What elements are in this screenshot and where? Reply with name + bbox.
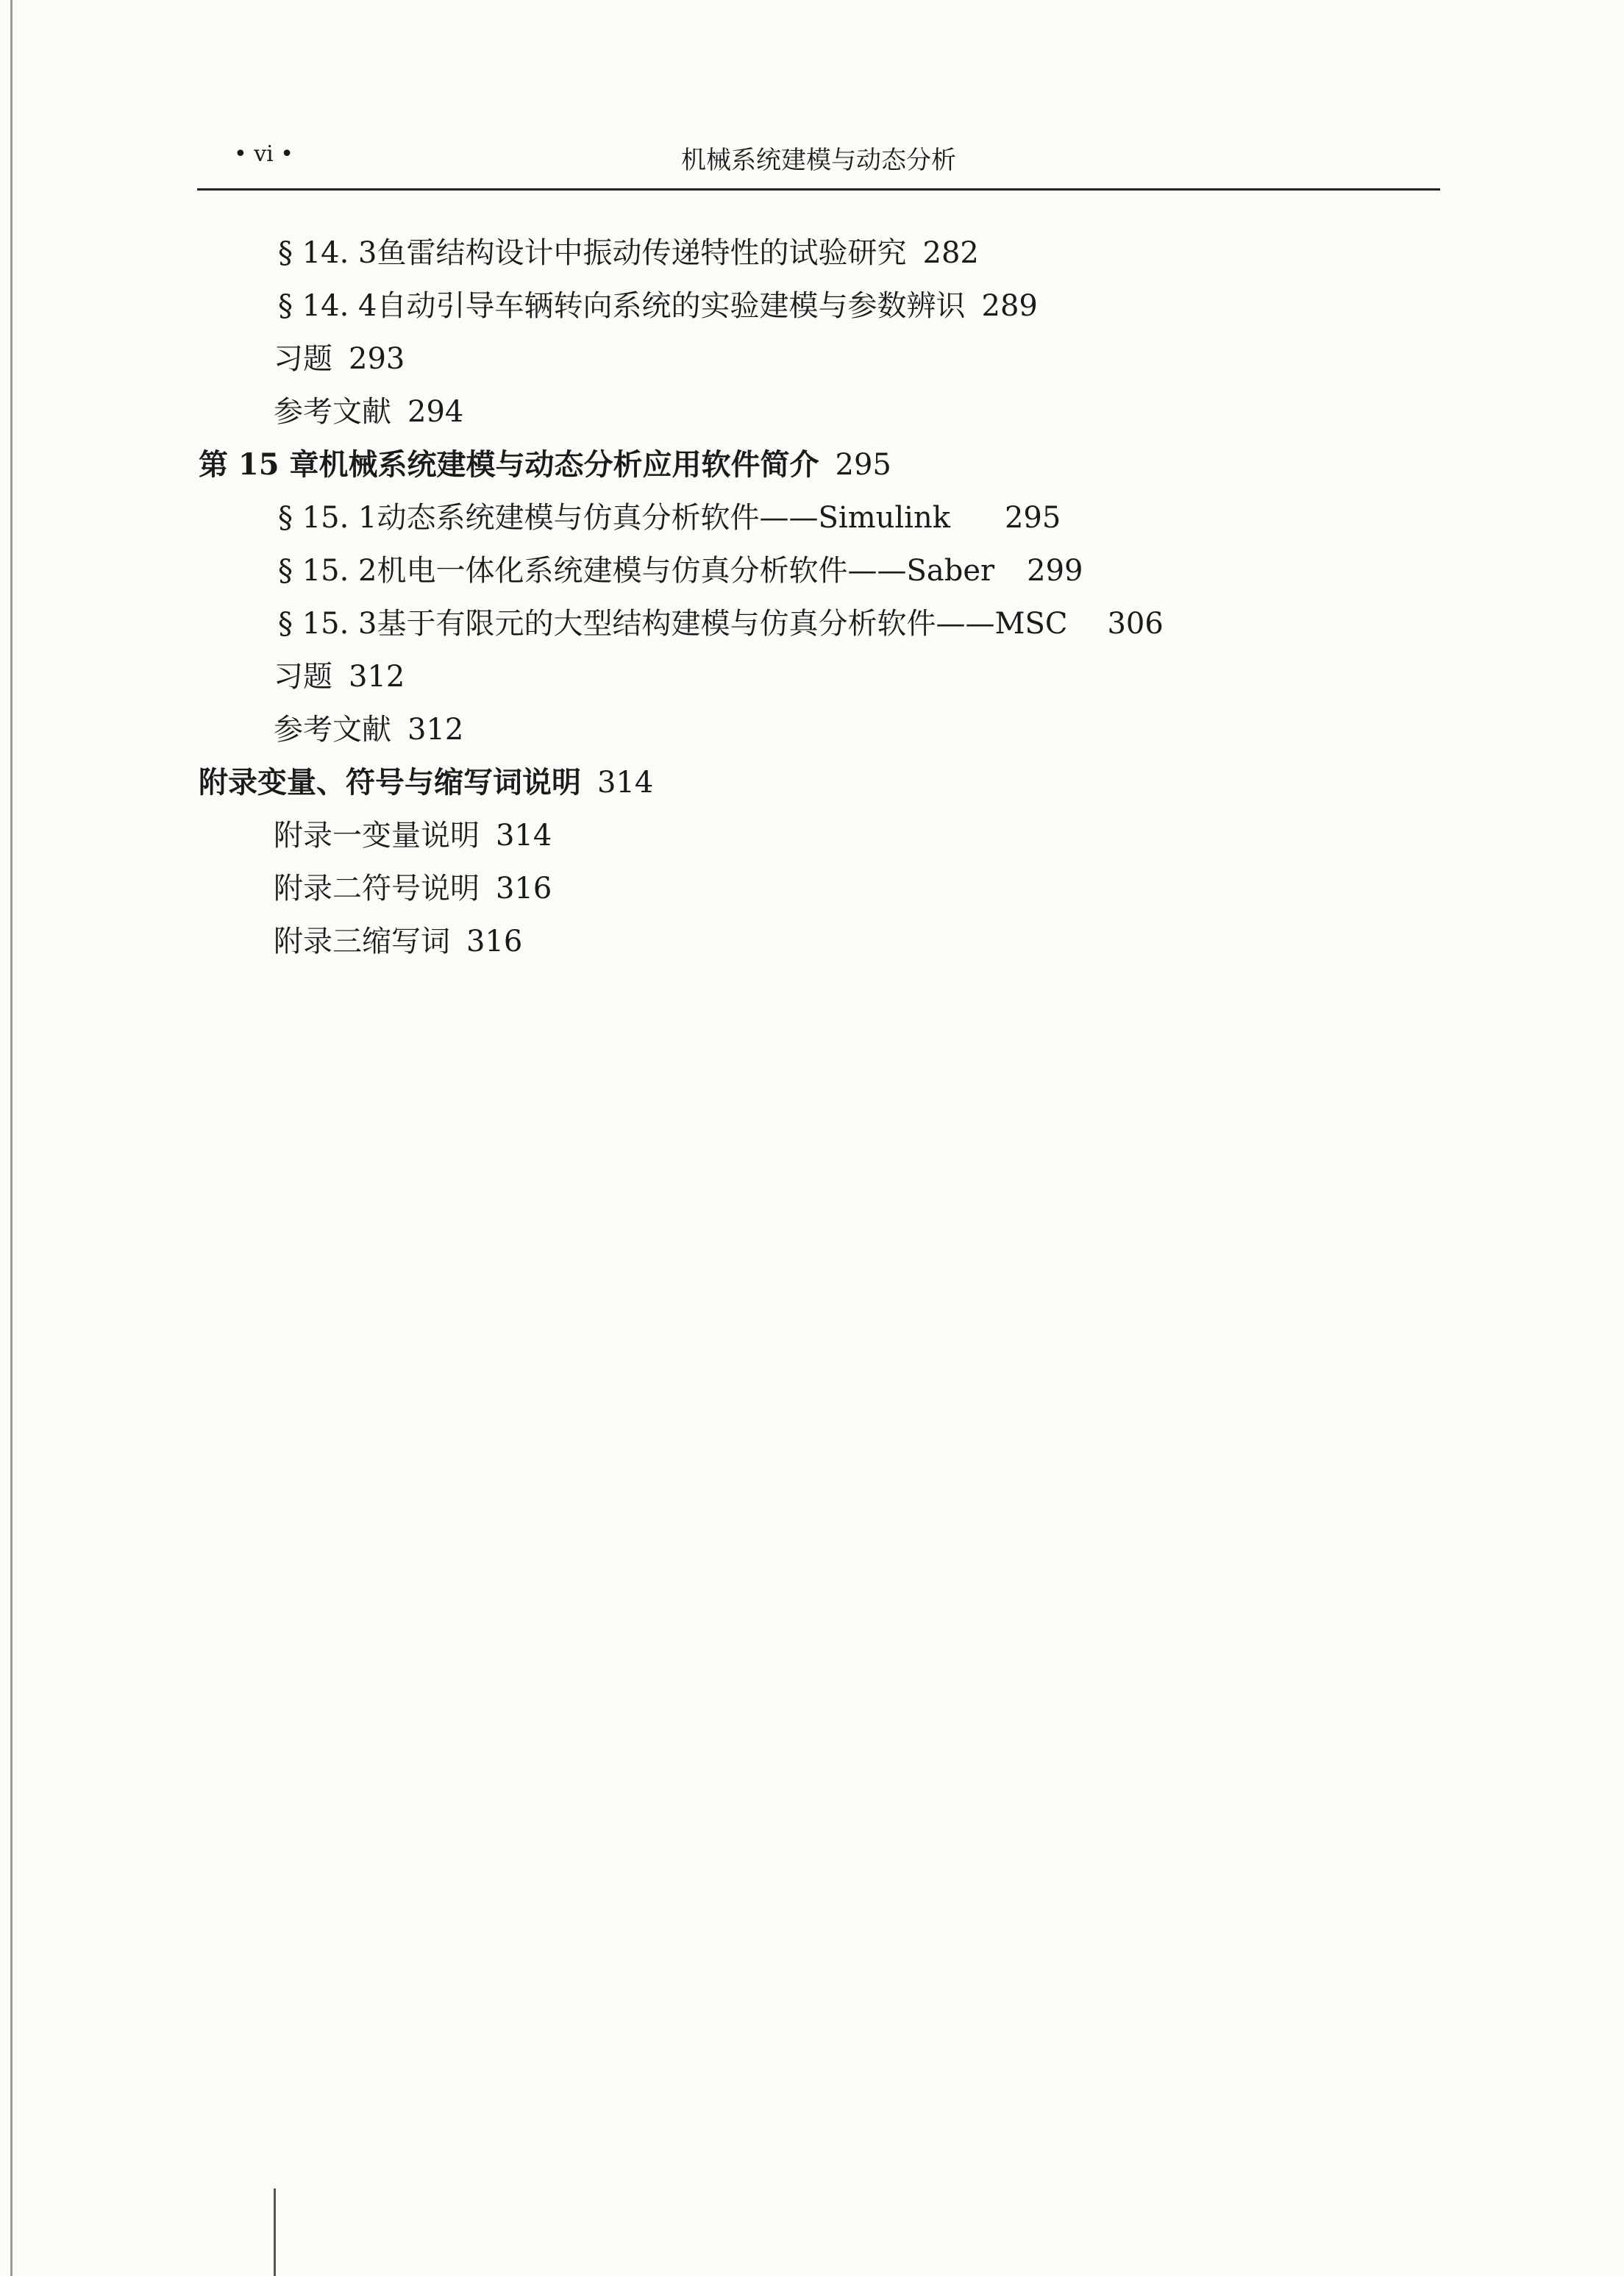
toc-entry-page: 289: [981, 289, 1038, 323]
toc-entry-title: 习题: [274, 660, 332, 694]
toc-entry-page: 282: [922, 236, 979, 270]
toc-entry-title: 缩写词: [362, 925, 450, 959]
toc-entry-title: 动态系统建模与仿真分析软件——Simulink: [377, 501, 950, 535]
toc-entry-page: 314: [597, 766, 654, 800]
toc-entry-page: 295: [835, 448, 891, 482]
toc-entry-number: § 15. 1: [278, 501, 377, 535]
toc-appendix-label: 附录: [199, 765, 257, 800]
toc-entry-title: 机电一体化系统建模与仿真分析软件——Saber: [377, 554, 995, 588]
toc-entry-page: 316: [496, 872, 552, 906]
toc-entry-page: 306: [1107, 607, 1164, 641]
scan-edge-line: [10, 0, 13, 2276]
toc-entry-number: § 15. 3: [278, 607, 377, 641]
toc-entry-page: 312: [349, 660, 405, 694]
toc-chapter-title: 机械系统建模与动态分析应用软件简介: [318, 448, 819, 482]
running-header: [197, 137, 1440, 188]
toc-entry-number: § 14. 4: [278, 289, 377, 323]
toc-entry-page: 314: [496, 819, 552, 853]
toc-entry-title: 鱼雷结构设计中振动传递特性的试验研究: [377, 236, 907, 270]
toc-entry-title: 自动引导车辆转向系统的实验建模与参数辨识: [377, 289, 966, 323]
toc-entry-title: 参考文献: [274, 713, 391, 747]
toc-entry-page: 299: [1027, 554, 1083, 588]
toc-entry-page: 293: [349, 342, 405, 376]
toc-entry-title: 符号说明: [362, 872, 480, 906]
toc-entry-number: 附录一: [274, 819, 362, 853]
toc-entry-number: 附录三: [274, 925, 362, 959]
toc-appendix-title: 变量、符号与缩写词说明: [257, 766, 581, 800]
toc-entry-page: 294: [407, 395, 464, 429]
header-book-title: 机械系统建模与动态分析: [681, 146, 956, 175]
header-rule: [197, 188, 1440, 191]
scan-margin-mark: [274, 2188, 276, 2276]
toc-chapter-number: 第 15 章: [199, 447, 319, 482]
toc-entry-page: 295: [1004, 501, 1061, 535]
toc-entry-number: § 14. 3: [278, 236, 377, 270]
toc-entry-title: 基于有限元的大型结构建模与仿真分析软件——MSC: [377, 607, 1068, 641]
toc-entry-page: 312: [407, 713, 464, 747]
header-page-number: • vi •: [234, 141, 294, 167]
toc-entry-title: 习题: [274, 342, 332, 376]
toc-entry-page: 316: [466, 925, 523, 959]
toc-entry-title: 参考文献: [274, 395, 391, 429]
toc-entry-number: § 15. 2: [278, 554, 377, 588]
toc-entry-number: 附录二: [274, 872, 362, 906]
toc-entry-title: 变量说明: [362, 819, 480, 853]
